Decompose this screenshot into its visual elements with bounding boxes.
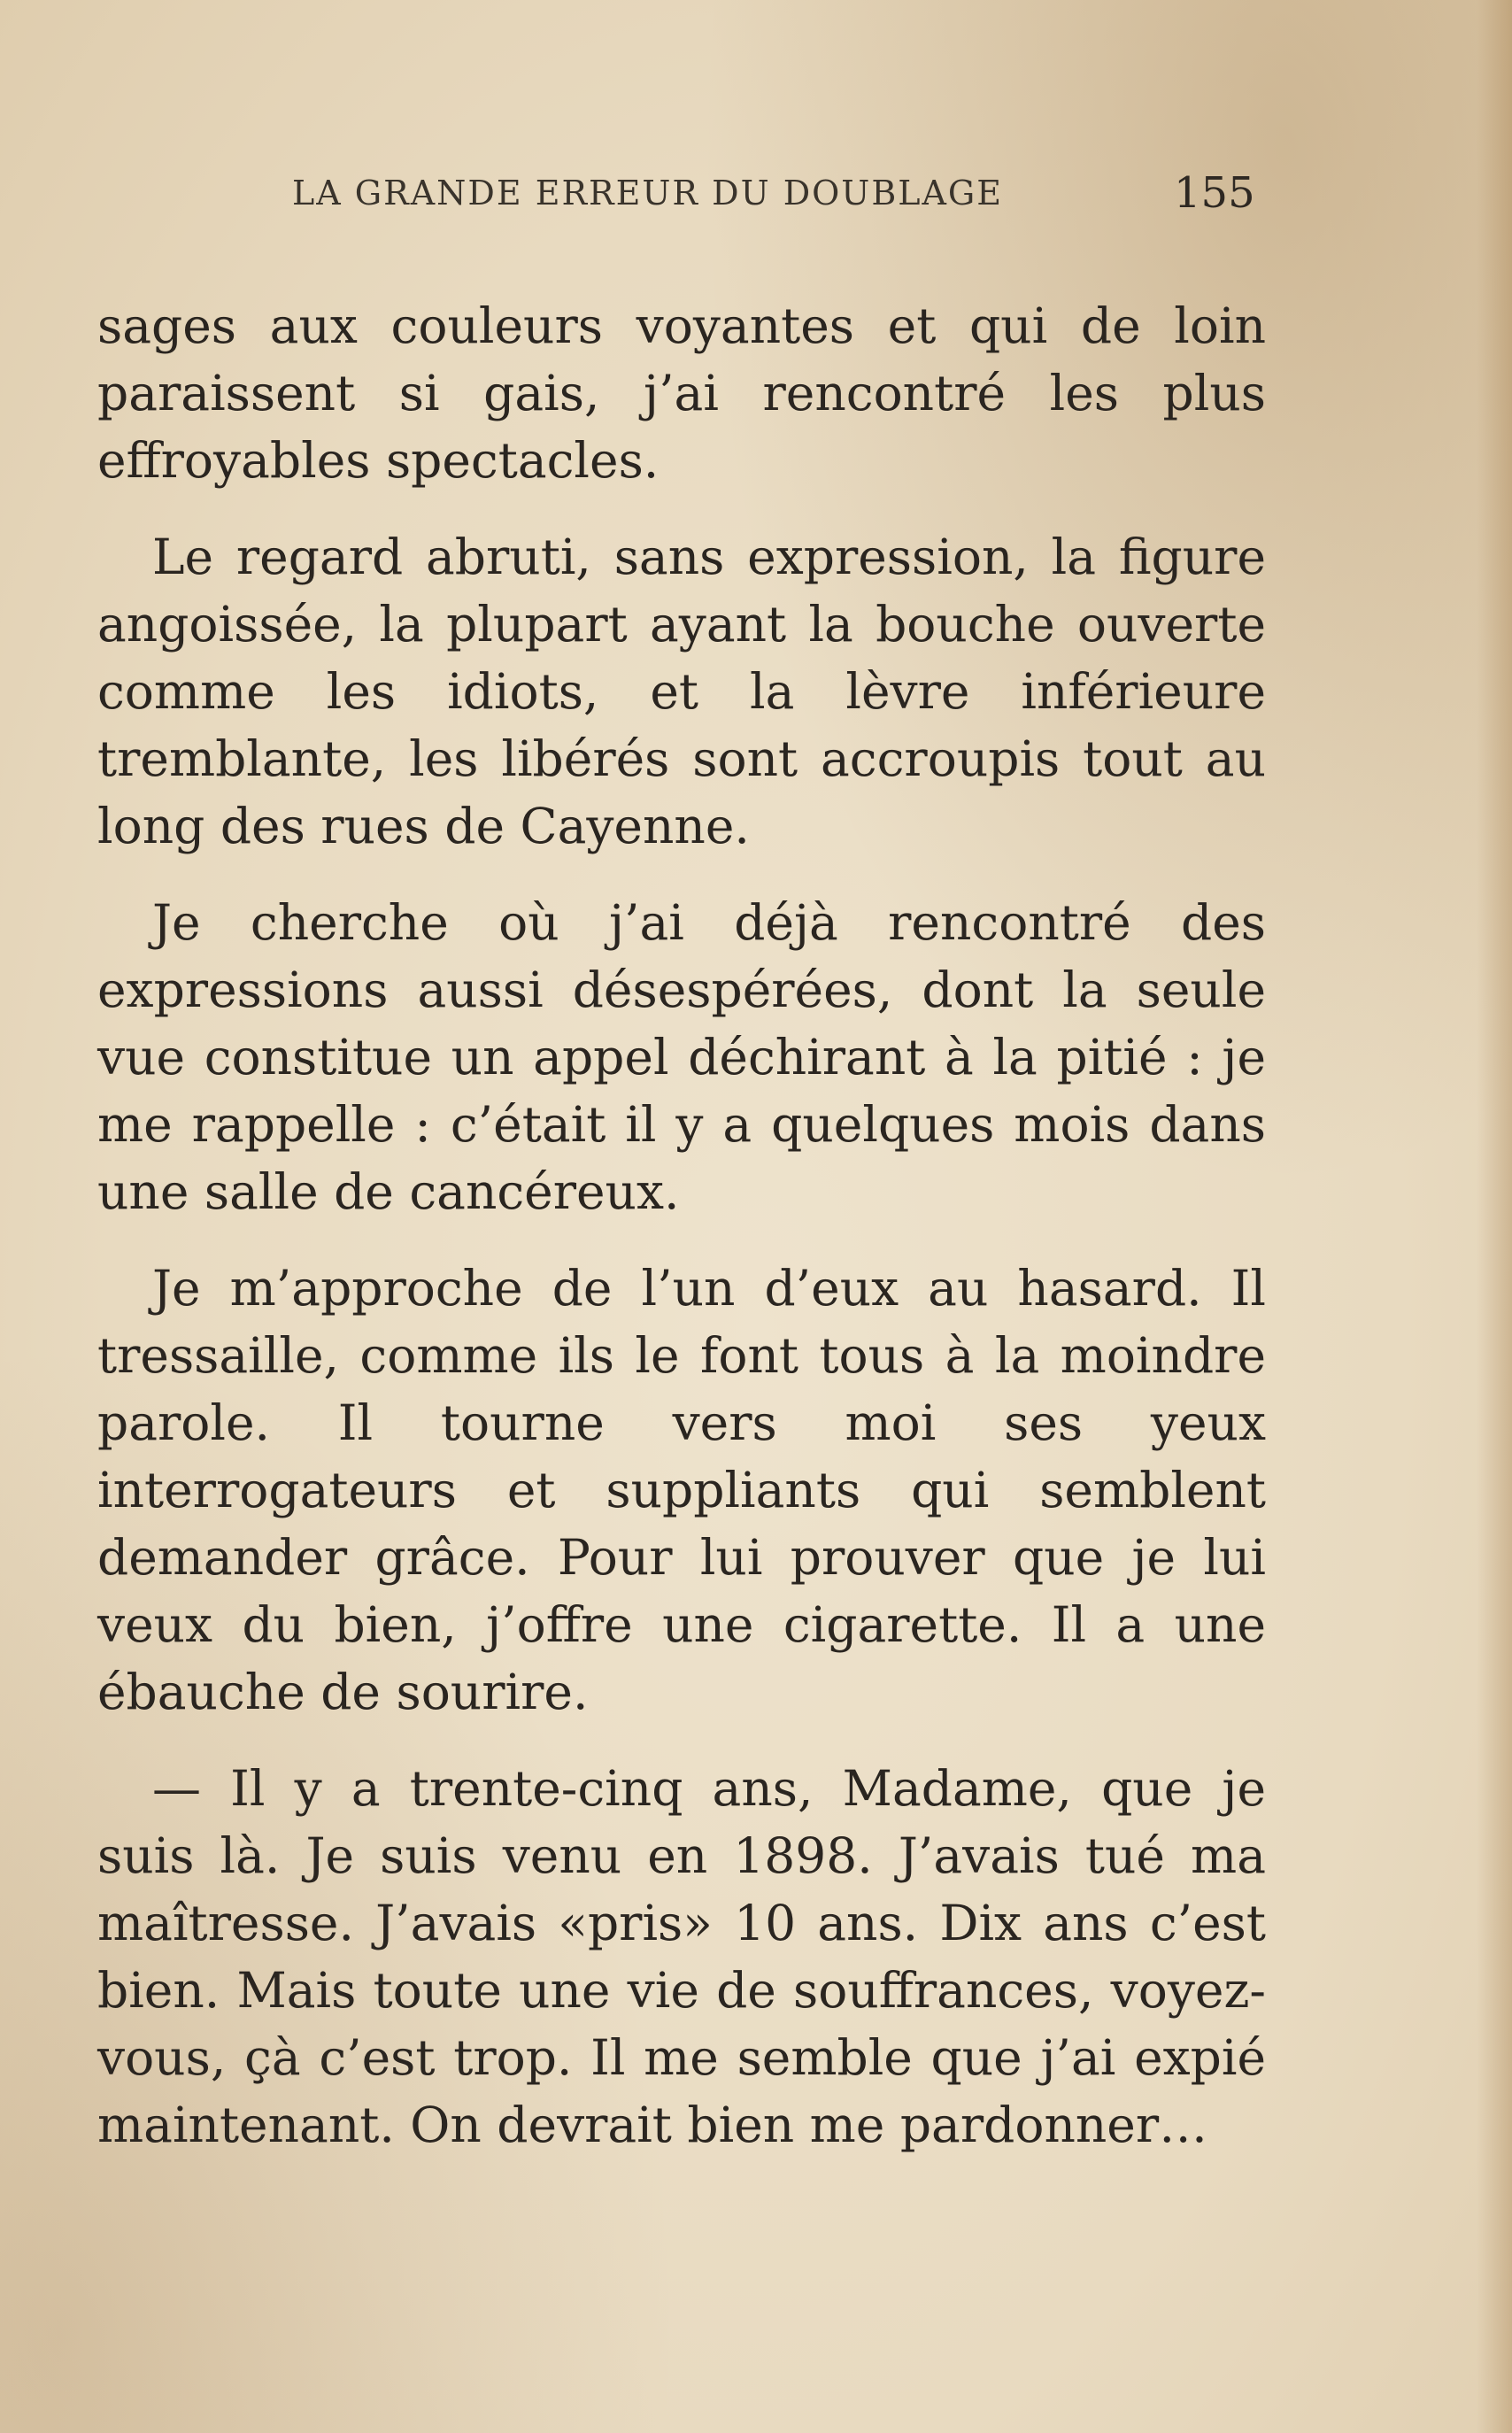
- paragraph-3: Je cherche où j’ai déjà rencontré des expressions aussi désespérées, dont la seule vue constitue un appel déchirant à la pitié : je me rappelle : c’était il y a quelques mois dans une salle de cancéreux.: [97, 894, 1266, 1220]
- paragraph-2: Le regard abruti, sans expression, la figure angoissée, la plupart ayant la bouche ouverte comme les idiots, et la lèvre inférieure tremblante, les libérés sont accroupis tout au long des rues de Cayenne.: [97, 529, 1266, 854]
- paragraph-1: sages aux couleurs voyantes et qui de loin paraissent si gais, j’ai rencontré les plus effroyables spectacles.: [97, 297, 1266, 489]
- page-edge-shadow: [1477, 0, 1512, 2433]
- paragraph-4: Je m’approche de l’un d’eux au hasard. Il tressaille, comme ils le font tous à la moindre parole. Il tourne vers moi ses yeux interrogateurs et suppliants qui semblent demander grâce. Pour lui prouver que je lui veux du bien, j’offre une cigarette. Il a une ébauche de sourire.: [97, 1260, 1266, 1720]
- paragraph-5-dialogue: — Il y a trente-cinq ans, Madame, que je suis là. Je suis venu en 1898. J’avais tué ma maîtresse. J’avais «pris» 10 ans. Dix ans c’est bien. Mais toute une vie de souffrances, voyez-vous, çà c’est trop. Il me semble que j’ai expié maintenant. On devrait bien me pardonner…: [97, 1760, 1266, 2153]
- running-head-title: LA GRANDE ERREUR DU DOUBLAGE: [292, 174, 1004, 212]
- page-number: 155: [1174, 168, 1255, 218]
- body-text: [97, 292, 1266, 2188]
